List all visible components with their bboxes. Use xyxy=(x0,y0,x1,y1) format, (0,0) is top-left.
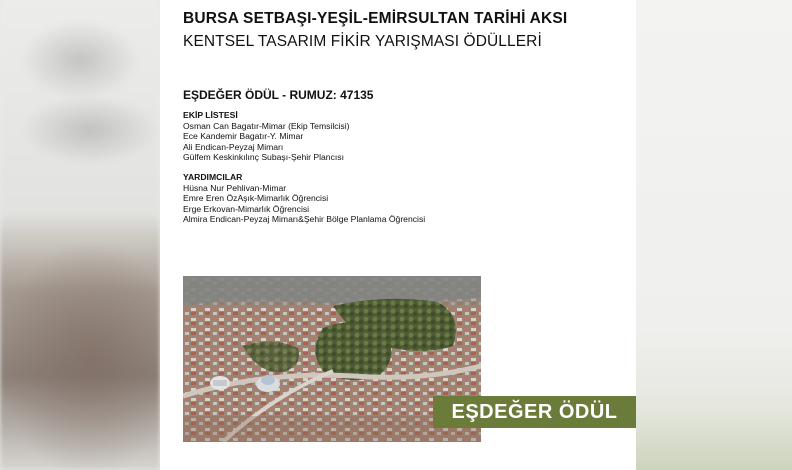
list-item: Ece Kandemir Bagatır-Y. Mimar xyxy=(183,131,304,142)
blurred-background-right xyxy=(636,0,792,470)
list-item: Hüsna Nur Pehlivan-Mimar xyxy=(183,182,287,193)
list-item: Erge Erkovan-Mimarlık Öğrencisi xyxy=(183,203,310,214)
award-badge: EŞDEĞER ÖDÜL xyxy=(433,396,636,428)
list-item: Almira Endican-Peyzaj Mimarı&Şehir Bölge Planlama Öğrencisi xyxy=(183,214,426,225)
team-list-heading: EKİP LİSTESİ xyxy=(183,110,238,120)
poster-subtitle: KENTSEL TASARIM FİKİR YARIŞMASI ÖDÜLLERİ xyxy=(183,33,542,50)
blurred-background-left xyxy=(0,0,160,470)
award-rumuz-line: EŞDEĞER ÖDÜL - RUMUZ: 47135 xyxy=(183,88,374,102)
list-item: Osman Can Bagatır-Mimar (Ekip Temsilcisi) xyxy=(183,120,350,131)
team-list xyxy=(183,110,350,163)
helpers-list xyxy=(183,172,425,225)
poster-title: BURSA SETBAŞI-YEŞİL-EMİRSULTAN TARİHİ AKSI xyxy=(183,10,568,27)
list-item: Gülfem Keskinkılınç Subaşı-Şehir Plancısı xyxy=(183,152,344,163)
helpers-list-heading: YARDIMCILAR xyxy=(183,172,243,182)
list-item: Ali Endican-Peyzaj Mimarı xyxy=(183,141,284,152)
list-item: Emre Eren ÖzAşık-Mimarlık Öğrencisi xyxy=(183,193,329,204)
